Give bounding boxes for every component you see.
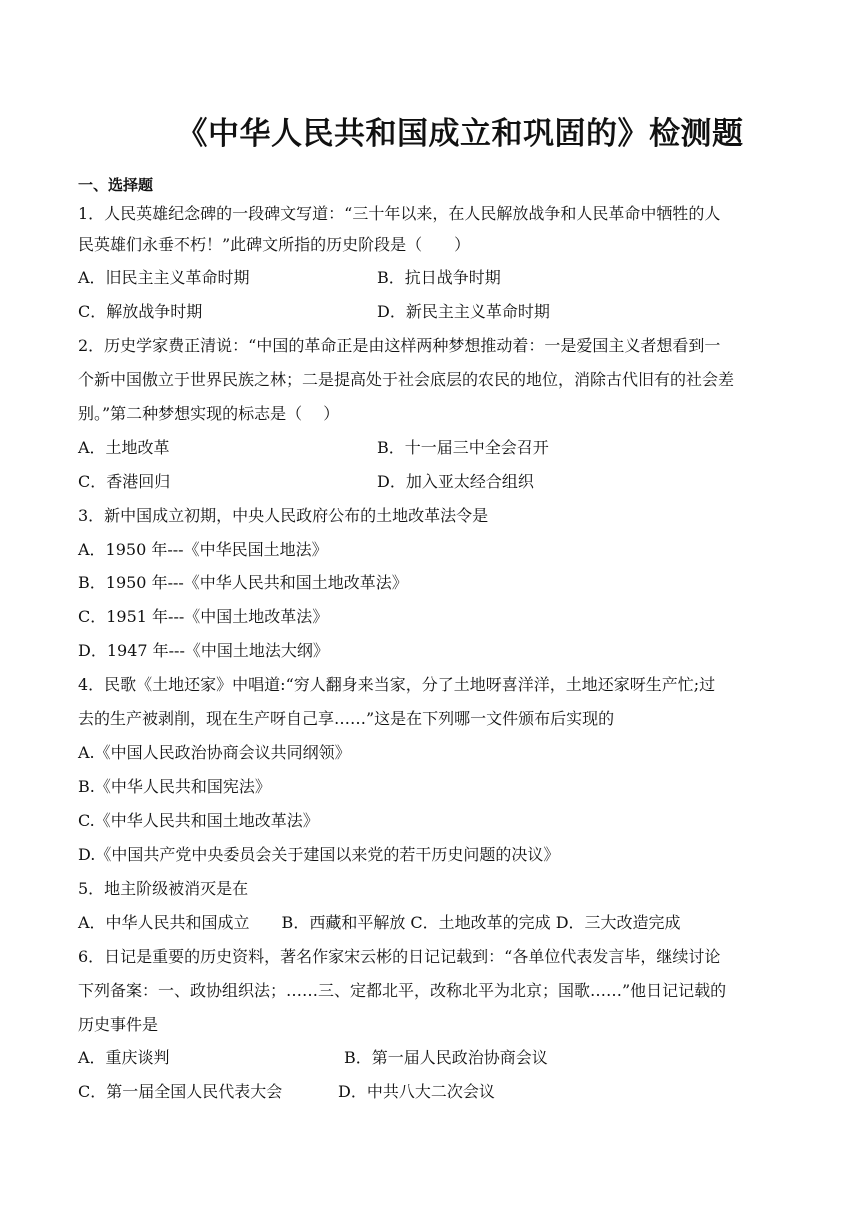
question-2-line-3: 别。”第二种梦想实现的标志是（ ） bbox=[78, 404, 340, 423]
question-5-options: A．中华人民共和国成立 B．西藏和平解放 C．土地改革的完成 D．三大改造完成 bbox=[78, 913, 681, 932]
question-6-option-b: B．第一届人民政治协商会议 bbox=[344, 1048, 548, 1067]
question-1-line-2: 民英雄们永垂不朽！”此碑文所指的历史阶段是（ ） bbox=[78, 235, 471, 254]
question-4-option-c: C.《中华人民共和国土地改革法》 bbox=[78, 811, 319, 830]
question-6-line-2: 下列备案：一、政协组织法；……三、定都北平，改称北平为北京；国歌……”他日记记载的 bbox=[78, 981, 727, 1000]
question-1-option-b: B．抗日战争时期 bbox=[377, 268, 501, 287]
question-3-line-1: 3．新中国成立初期，中央人民政府公布的土地改革法令是 bbox=[78, 506, 489, 525]
question-2-option-a: A．土地改革 bbox=[78, 438, 170, 457]
question-4-option-d: D.《中国共产党中央委员会关于建国以来党的若干历史问题的决议》 bbox=[78, 845, 560, 864]
question-1-line-1: 1．人民英雄纪念碑的一段碑文写道：“三十年以来，在人民解放战争和人民革命中牺牲的人 bbox=[78, 204, 721, 223]
question-3-option-d: D．1947 年---《中国土地法大纲》 bbox=[78, 641, 329, 660]
question-6-option-a: A．重庆谈判 bbox=[78, 1048, 170, 1067]
question-4-option-a: A.《中国人民政治协商会议共同纲领》 bbox=[78, 743, 351, 762]
question-6-option-d: D．中共八大二次会议 bbox=[338, 1082, 495, 1101]
question-3-option-b: B．1950 年---《中华人民共和国土地改革法》 bbox=[78, 573, 408, 592]
question-4-line-2: 去的生产被剥削，现在生产呀自己享……”这是在下列哪一文件颁布后实现的 bbox=[78, 709, 615, 728]
section-heading: 一、选择题 bbox=[78, 176, 154, 194]
question-2-line-1: 2．历史学家费正清说：“中国的革命正是由这样两种梦想推动着：一是爱国主义者想看到一 bbox=[78, 336, 721, 355]
question-1-option-c: C．解放战争时期 bbox=[78, 302, 203, 321]
question-2-line-2: 个新中国傲立于世界民族之林；二是提高处于社会底层的农民的地位，消除古代旧有的社会差 bbox=[78, 370, 735, 389]
question-3-option-c: C．1951 年---《中国土地改革法》 bbox=[78, 607, 329, 626]
question-3-option-a: A．1950 年---《中华民国土地法》 bbox=[78, 540, 328, 559]
question-6-line-1: 6．日记是重要的历史资料，著名作家宋云彬的日记记载到：“各单位代表发言毕，继续讨论 bbox=[78, 947, 721, 966]
question-2-option-b: B．十一届三中全会召开 bbox=[377, 438, 549, 457]
question-4-option-b: B.《中华人民共和国宪法》 bbox=[78, 777, 271, 796]
question-2-option-d: D．加入亚太经合组织 bbox=[377, 472, 534, 491]
question-4-line-1: 4．民歌《土地还家》中唱道:“穷人翻身来当家，分了土地呀喜洋洋，土地还家呀生产忙;过 bbox=[78, 675, 716, 694]
question-2-option-c: C．香港回归 bbox=[78, 472, 171, 491]
page-title: 《中华人民共和国成立和巩固的》检测题 bbox=[176, 116, 744, 152]
question-6-line-3: 历史事件是 bbox=[78, 1015, 159, 1034]
question-5-line-1: 5．地主阶级被消灭是在 bbox=[78, 879, 249, 898]
question-6-option-c: C．第一届全国人民代表大会 bbox=[78, 1082, 283, 1101]
question-1-option-a: A．旧民主主义革命时期 bbox=[78, 268, 250, 287]
question-1-option-d: D．新民主主义革命时期 bbox=[377, 302, 550, 321]
